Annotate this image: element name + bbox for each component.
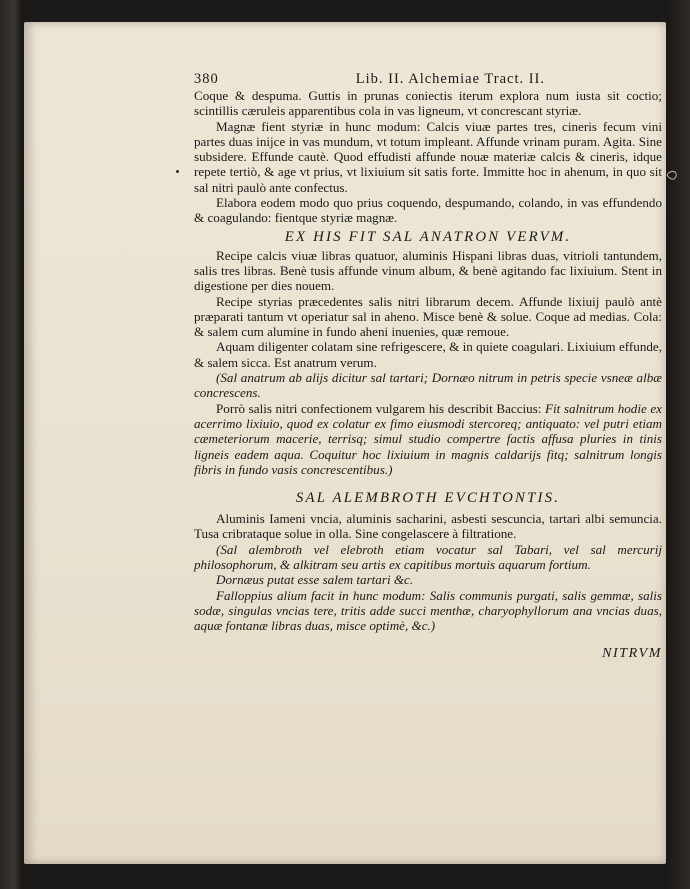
paragraph-5: Recipe styrias præcedentes salis nitri librarum decem. Affunde lixiuij paulò antè præparati tantum vt operiatur sal in aheno. Misce benè & solue. Coque ad medias. Cola: & salem cum alumine in fundo aheni inuenies, quæ remoue.	[194, 293, 662, 340]
section-heading-anatron: EX HIS FIT SAL ANATRON VERVM.	[284, 228, 572, 245]
paragraph-7	[194, 401, 662, 477]
note-anatrum: (Sal anatrum ab alijs dicitur sal tartari; Dornæo nitrum in petris specie vsneæ albæ concrescens.	[194, 370, 662, 401]
paragraph-8: Aluminis Iameni vncia, aluminis sacharini, asbesti sescuncia, tartari albi semuncia. Tusa cribrataque solue in olla. Sine congelascere à filtratione.	[194, 511, 662, 542]
note-dornaeus: Dornæus putat esse salem tartari &c.	[216, 572, 414, 588]
paragraph-3: Elabora eodem modo quo prius coquendo, despumando, colando, in vas effundendo & coagulando: fientque styriæ magnæ.	[194, 195, 662, 226]
paragraph-7-quote: Fit salnitrum hodie ex acerrimo lixiuio, quod ex colatur ex fimo eiusmodi stercoreq; antiquato: vel putri etiam cæmeteriorum macerie, terrisq; simul studio compertre factis affusa pluries in tinis ligneis eadem aqua. Coquitur hoc lixiuium in magnis caldarijs fitq; salnitrum longis fibris in fundo vasis concrescentibus.)	[194, 400, 662, 477]
catchword: NITRVM	[602, 645, 662, 661]
paragraph-2: Magnæ fient styriæ in hunc modum: Calcis viuæ partes tres, cineris fecum vini partes duas inijce in vas mundum, vt totum impleant. Affunde vrinam puram. Agita. Sine subsidere. Effunde cautè. Quod effudisti affunde nouæ materiæ calcis & cineris, idque repete tertiò, & age vt prius, vt lixiuium sit satis forte. Immitte hoc in ahenum, in quo sit sal nitri paulò ante confectus.	[194, 118, 662, 195]
page-header	[194, 70, 662, 88]
note-falloppius: Falloppius alium facit in hunc modum: Salis communis purgati, salis gemmæ, salis sodæ, singulas vncias tere, tritis adde succi menthæ, charyophyllorum ana vncias duas, aquæ fontanæ libras duas, misce optimè, &c.)	[194, 587, 662, 634]
paragraph-4: Recipe calcis viuæ libras quatuor, aluminis Hispani libras duas, vitrioli tantundem, salis tres libras. Benè tusis affunde vinum album, & benè agitando fac lixiuium. Stent in digestione per dies nouem.	[194, 247, 662, 294]
running-head: Lib. II. Alchemiae Tract. II.	[355, 71, 545, 87]
note-alembroth: (Sal alembroth vel elebroth etiam vocatur sal Tabari, vel sal mercurij philosophorum, & alkitram seu artis ex capitibus mortuis aquarum fortium.	[194, 541, 662, 573]
paragraph-7-roman: Porrò salis nitri confectionem vulgarem his describit Baccius:	[216, 400, 546, 416]
section-heading-alembroth: SAL ALEMBROTH EVCHTONTIS.	[295, 490, 561, 507]
paragraph-6: Aquam diligenter colatam sine refrigescere, & in quiete coagulari. Lixiuium effunde, & salem sicca. Est anatrum verum.	[194, 339, 662, 370]
book-page	[24, 22, 666, 864]
margin-stain-icon	[664, 167, 680, 183]
margin-mark	[176, 170, 179, 173]
page-text	[194, 70, 662, 661]
paragraph-1: Coque & despuma. Guttis in prunas coniectis iterum explora num iusta sit coctio; scintillis cæruleis apparentibus cola in vas ligneum, vt concrescant styriæ.	[194, 88, 662, 119]
page-number: 380	[194, 71, 219, 87]
